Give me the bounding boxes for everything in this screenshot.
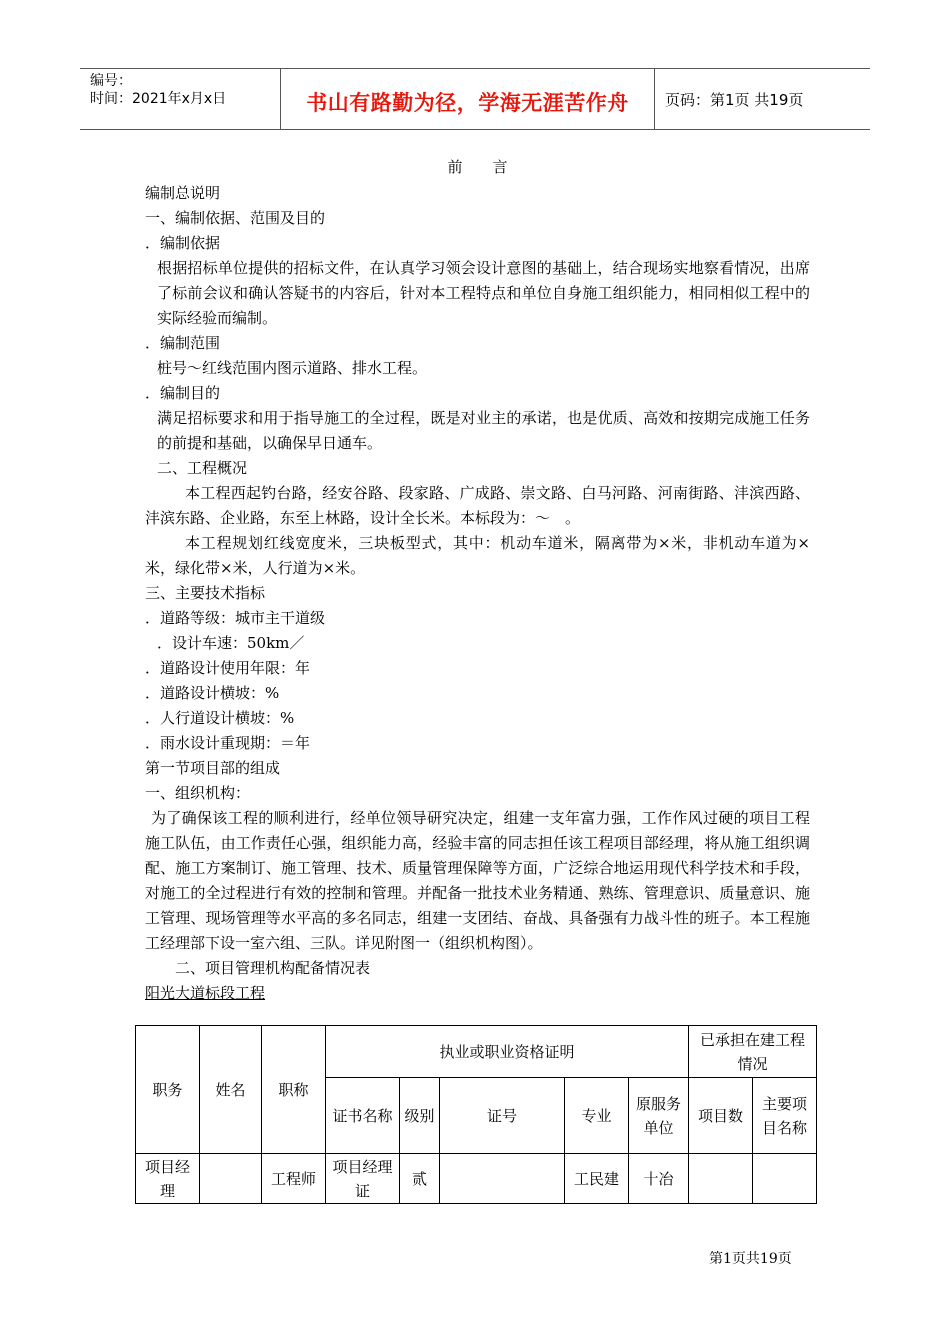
overview-paragraph-2: 本工程规划红线宽度米，三块板型式，其中：机动车道米，隔离带为×米，非机动车道为×米，绿化带×米，人行道为×米。 [145,534,810,577]
subsection-heading: ．编制范围 [145,334,221,352]
table-heading: 二、项目管理机构配备情况表 [175,959,371,977]
col-title: 职称 [262,1026,326,1154]
document-title: 前言 [447,158,538,176]
header-meta [90,72,226,108]
cell-former-unit: 十冶 [629,1154,689,1204]
cell-project-count [689,1154,753,1204]
col-major: 专业 [565,1078,629,1154]
section-heading: 第一节项目部的组成 [145,759,281,777]
project-name: 阳光大道标段工程 [145,984,266,1002]
scope-text: 桩号～红线范围内图示道路、排水工程。 [157,359,428,377]
cell-position: 项目经理 [136,1154,200,1204]
tech-item: ．雨水设计重现期：＝年 [145,734,311,752]
col-cert-name: 证书名称 [326,1078,400,1154]
header-time-label: 时间：2021年x月x日 [90,91,227,107]
tech-item: ．人行道设计横坡：% [145,709,295,727]
subsection-heading: ．编制目的 [145,384,221,402]
tech-item: ．道路设计使用年限：年 [145,659,311,677]
header-number-label: 编号： [90,73,132,89]
cell-title: 工程师 [262,1154,326,1204]
page-footer: 第1页共19页 [709,1251,792,1267]
cell-level: 贰 [400,1154,440,1204]
organization-paragraph: 为了确保该工程的顺利进行，经单位领导研究决定，组建一支年富力强，工作作风过硬的项目工程施工队伍，由工作责任心强，组织能力高，经验丰富的同志担任该工程项目部经理，将从施工组织调配、施工方案制订、施工管理、技术、质量管理保障等方面，广泛综合地运用现代科学技术和手段，对施工的全过程进行有效的控制和管理。并配备一批技术业务精通、熟练、管理意识、质量意识、施工管理、现场管理等水平高的多名同志，组建一支团结、奋战、具备强有力战斗性的班子。本工程施工经理部下设一室六组、三队。详见附图一（组织机构图）。 [145,809,810,952]
col-project-count: 项目数 [689,1078,753,1154]
cell-major: 工民建 [565,1154,629,1204]
purpose-paragraph: 满足招标要求和用于指导施工的全过程，既是对业主的承诺，也是优质、高效和按期完成施工任务的前提和基础，以确保早日通车。 [157,409,810,452]
tech-item: ．设计车速：50km／ [157,634,305,652]
col-cert-no: 证号 [440,1078,565,1154]
section-heading: 编制总说明 [145,184,221,202]
page-header [80,68,870,130]
col-former-unit: 原服务单位 [629,1078,689,1154]
section-heading: 三、主要技术指标 [145,584,266,602]
document-body [145,155,810,1006]
subsection-heading: 一、组织机构： [145,784,251,802]
header-divider [654,69,655,129]
cell-name [200,1154,262,1204]
cell-cert-name: 项目经理证 [326,1154,400,1204]
table-row [136,1154,817,1204]
tech-item: ．道路等级：城市主干道级 [145,609,326,627]
col-level: 级别 [400,1078,440,1154]
col-projects-group: 已承担在建工程情况 [689,1026,817,1078]
col-cert-group: 执业或职业资格证明 [326,1026,689,1078]
tech-item: ．道路设计横坡：% [145,684,280,702]
col-name: 姓名 [200,1026,262,1154]
col-position: 职务 [136,1026,200,1154]
col-main-projects: 主要项目名称 [753,1078,817,1154]
header-page-info: 页码：第1页 共19页 [665,91,804,109]
header-motto: 书山有路勤为径，学海无涯苦作舟 [306,91,629,115]
basis-paragraph: 根据招标单位提供的招标文件，在认真学习领会设计意图的基础上，结合现场实地察看情况，出席了标前会议和确认答疑书的内容后，针对本工程特点和单位自身施工组织能力，相同相似工程中的实际经验而编制。 [157,259,810,327]
cell-cert-no [440,1154,565,1204]
table-header-row [136,1026,817,1078]
section-heading: 二、工程概况 [157,459,248,477]
section-heading: 一、编制依据、范围及目的 [145,209,326,227]
overview-paragraph-1: 本工程西起钓台路，经安谷路、段家路、广成路、崇文路、白马河路、河南街路、沣滨西路、沣滨东路、企业路，东至上林路，设计全长米。本标段为：～ 。 [145,484,810,527]
staffing-table [135,1025,817,1204]
cell-main-projects [753,1154,817,1204]
subsection-heading: ．编制依据 [145,234,221,252]
